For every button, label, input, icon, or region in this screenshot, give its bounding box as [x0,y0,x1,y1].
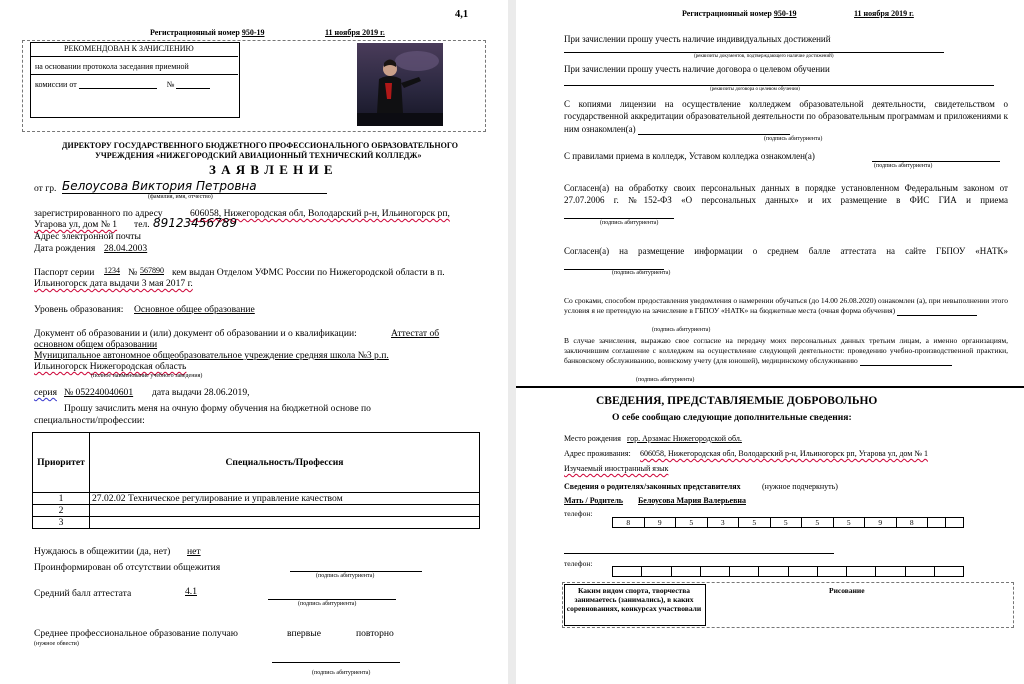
target-field[interactable] [564,85,994,86]
page-number: 4,1 [455,9,469,20]
director-line-2: УЧРЕЖДЕНИЯ «НИЖЕГОРОДСКИЙ АВИАЦИОННЫЙ ТЕХНИЧЕСКИЙ КОЛЛЕДЖ» [95,151,422,160]
specialty-cell[interactable] [90,505,480,517]
address-field[interactable]: 606058, Нижегородская обл, Володарский р-н, Ильиногорск рп, [190,208,450,219]
achievements-text: При зачислении прошу учесть наличие индивидуальных достижений [564,34,831,44]
rules-text: С правилами приема в колледж, Уставом колледжа ознакомлен(а) [564,151,815,161]
person-figure-icon [357,43,443,126]
passport-number-field[interactable]: 567890 [140,266,164,275]
dob-field[interactable]: 28.04.2003 [104,243,148,254]
passport-issued-line-2: Ильиногорск дата выдачи 3 мая 2017 г. [34,278,193,289]
birthplace-field[interactable]: гор. Арзамас Нижегородской обл. [627,434,742,443]
target-text: При зачислении прошу учесть наличие договора о целевом обучении [564,64,830,74]
table-row[interactable]: 1 27.02.02 Техническое регулирование и управление качеством [33,493,480,505]
specialty-cell[interactable]: 27.02.02 Техническое регулирование и управление качеством [90,493,480,505]
rec-number-field[interactable] [176,88,210,89]
section-divider [516,386,1024,388]
edu-doc-field-line-2[interactable]: основном общем образовании [34,339,158,350]
phone-field[interactable]: 89123456789 [153,216,237,230]
third-party-signature-line[interactable] [860,365,952,366]
edu-level-field[interactable]: Основное общее образование [134,304,255,315]
specialty-cell[interactable] [90,517,480,529]
full-name-field[interactable]: Белоусова Виктория Петровна [62,179,327,194]
statement-heading: З А Я В Л Е Н И Е [209,162,334,177]
edu-doc-field[interactable]: Аттестат об [391,328,440,339]
voluntary-title: СВЕДЕНИЯ, ПРЕДСТАВЛЯЕМЫЕ ДОБРОВОЛЬНО [596,395,878,407]
third-party-consent-text: В случае зачисления, выражаю свое согласие на передачу моих персональных данных третьим лицам, а именно организациям, заключившим соглашение с колледжем на осуществление следующей деятельности: проведению учебно-производственной практики, банковскому обслуживанию, воинскому учету (для юношей), медицинскому обслуживанию [564,336,1008,365]
email-label: Адрес электронной почты [34,231,141,242]
parent-role-field[interactable]: Мать / Родитель [564,496,624,505]
dorm-info: Проинформирован об отсутствии общежития [34,562,221,573]
deadline-signature-line[interactable] [897,315,977,316]
parent-2-field[interactable] [564,553,834,554]
gpa-consent-text: Согласен(а) на размещение информации о среднем балле аттестата на сайте ГБПОУ «НАТК» [564,245,1008,270]
spo-first-option[interactable]: впервые [287,628,321,639]
residence-field[interactable]: 606058, Нижегородская обл, Володарский р-н, Ильиногорск рп, Угарова ул, дом № 1 [640,449,928,458]
school-field[interactable]: Муниципальное автономное общеобразовательное учреждение средняя школа №3 р.п. [34,350,389,361]
priority-header: Приоритет [33,433,90,493]
table-row[interactable]: 3 [33,517,480,529]
consent-text: Согласен(а) на обработку своих персональных данных в порядке установленном Федеральным законом от 27.07.2006 г. №152-ФЗ «О персональных данных» и их размещение в ФИС ГИА и приема [564,182,1008,219]
language-label: Изучаемый иностранный язык [564,464,669,473]
spo-repeat-option[interactable]: повторно [356,628,394,639]
sport-question: Каким видом спорта, творчества занимаетесь (занимались), в каких соревнованиях, конкурсах участвовали [566,586,702,613]
applicant-photo [357,43,443,126]
voluntary-subtitle: О себе сообщаю следующие дополнительные сведения: [612,412,852,423]
parents-label: Сведения о родителях/законных представителях [564,482,741,491]
specialty-header: Специальность/Профессия [90,433,480,493]
gpa-field[interactable]: 4.1 [185,586,197,597]
dorm-signature-line[interactable] [290,571,422,572]
dorm-field[interactable]: нет [187,546,201,557]
reg-number-line: Регистрационный номер 950-19 [682,9,797,18]
study-request: Прошу зачислить меня на очную форму обучения на бюджетной основе по [64,403,371,414]
specialty-table [32,432,480,529]
rec-line-3: комиссии от № [35,80,210,89]
license-text: С копиями лицензии на осуществление колледжем образовательной деятельности, свидетельством о государственной аккредитации образовательной деятельности по образовательным программам и приложениями к ним ознакомлен(а) [564,99,1008,134]
doc-number-field[interactable]: № 052240040601 [64,387,134,398]
achievements-field[interactable] [564,52,944,53]
passport-series-field[interactable]: 1234 [104,266,120,275]
parent-2-phone-boxes[interactable] [612,566,964,577]
sport-answer-field[interactable]: Рисование [829,586,865,595]
address-field-line-2[interactable]: Угарова ул, дом № 1 [34,219,118,230]
gpa-signature-line[interactable] [268,599,396,600]
reg-date: 11 ноября 2019 г. [854,9,914,18]
doc-issue-date: дата выдачи 28.06.2019, [152,387,250,398]
rec-date-field[interactable] [79,88,157,89]
school-hint: (полное наименование учебного заведения) [91,373,203,379]
application-page-1: 4,1 Регистрационный номер 950-19 11 ноября 2019 г. РЕКОМЕНДОВАН К ЗАЧИСЛЕНИЮ на основании протокола заседания приемной комиссии от № ДИРЕКТОРУ ГОСУДАРСТВЕННОГО БЮДЖЕТНОГО ПРОФЕССИОНАЛЬНОГО ОБРАЗОВАТЕЛЬНОГО УЧРЕЖДЕНИЯ «НИЖЕГОРОДСКИЙ АВИАЦИОННЫЙ ТЕХНИЧЕСКИЙ КОЛЛЕДЖ» З А Я В Л Е Н И Е от гр. Белоусова Виктория Петровна (фамилия, имя, отчество) зарегистрированного по адресу 606058, Нижегородская обл, Володарский р-н, Ильиногорск рп, Угарова ул, дом № 1 тел. 89123456789 Адрес электронной почты Дата рождения 28.04.2003 Паспорт серии 1234 № 567890 кем выдан Отделом УФМС России по Нижегородской области в п. Ильиногорск дата выдачи 3 мая 2017 г. Уровень образования: Основное общее образование Документ об образовании и (или) документ об образовании и о квалификации: Аттестат об основном общем образовании Муниципальное автономное общеобразовательное учреждение средняя школа №3 р.п. Ильиногорск Нижегородская область (полное наименование учебного заведения) серия № 052240040601 дата выдачи 28.06.2019, Прошу зачислить меня на очную форму обучения на бюджетной основе по специальности/профессии: Приоритет Специальность/Профессия 1 27.02.02 Техническое регулирование и управление качеством 2 3 Нуждаюсь в общежитии (да, нет) нет Проинформирован об отсутствии общежития (подпись абитуриента) Средний балл аттестата 4.1 (подпись абитуриента) Среднее профессиональное образование получаю впервые повторно (нужное обвести) (подпись абитуриента) [0,0,508,684]
deadline-text: Со сроками, способом предоставления уведомления о намерении обучаться (до 14.00 26.08.2020) ознакомлен (а), при невыполнении этого условия я не претендую на зачисление в ГБПОУ «НАТК» на бюджетные места (очная форма обучения) [564,296,1008,315]
reg-date: 11 ноября 2019 г. [325,28,385,37]
reg-number-line: Регистрационный номер 950-19 [150,28,265,37]
parent-name-field[interactable]: Белоусова Мария Валерьевна [638,496,746,505]
full-name-hint: (фамилия, имя, отчество) [148,194,213,200]
application-page-2: Регистрационный номер 950-19 11 ноября 2019 г. При зачислении прошу учесть наличие индивидуальных достижений (реквизиты документов, подтверждающего наличие достижений) При зачислении прошу учесть наличие договора о целевом обучении (реквизиты договора о целевом обучении) С копиями лицензии на осуществление колледжем образовательной деятельности, свидетельством о государственной аккредитации образовательной деятельности по образовательным программам и приложениями к ним ознакомлен(а) (подпись абитуриента) С правилами приема в колледж, Уставом колледжа ознакомлен(а) (подпись абитуриента) Согласен(а) на обработку своих персональных данных в порядке установленном Федеральным законом от 27.07.2006 г. №152-ФЗ «О персональных данных» и их размещение в ФИС ГИА и приема (подпись абитуриента) Согласен(а) на размещение информации о среднем балле аттестата на сайте ГБПОУ «НАТК» (подпись абитуриента) Со сроками, способом предоставления уведомления о намерении обучаться (до 14.00 26.08.2020) ознакомлен (а), при невыполнении этого условия я не претендую на зачисление в ГБПОУ «НАТК» на бюджетные места (очная форма обучения) (подпись абитуриента) В случае зачисления, выражаю свое согласие на передачу моих персональных данных третьим лицам, а именно организациям, заключившим соглашение с колледжем на осуществление следующей деятельности: проведению учебно-производственной практики, банковскому обслуживанию, воинскому учету (для юношей), медицинскому обслуживанию (подпись абитуриента) СВЕДЕНИЯ, ПРЕДСТАВЛЯЕМЫЕ ДОБРОВОЛЬНО О себе сообщаю следующие дополнительные сведения: Место рождения гор. Арзамас Нижегородской обл. Адрес проживания: 606058, Нижегородская обл, Володарский р-н, Ильиногорск рп, Угарова ул, дом № 1 Изучаемый иностранный язык Сведения о родителях/законных представителях (нужное подчеркнуть) Мать / Родитель Белоусова Мария Валерьевна телефон: 8 9 5 3 5 5 5 5 9 8 телефон: Каким видом спорта, творчества занимаетесь (занимались), в каких соревнованиях, конкурсах участвовали Рисование [516,0,1024,684]
director-line-1: ДИРЕКТОРУ ГОСУДАРСТВЕННОГО БЮДЖЕТНОГО ПРОФЕССИОНАЛЬНОГО ОБРАЗОВАТЕЛЬНОГО [62,141,458,150]
rec-line-2: на основании протокола заседания приемной [35,62,189,71]
parent-phone-boxes[interactable]: 8 9 5 3 5 5 5 5 9 8 [612,517,964,528]
table-row[interactable]: 2 [33,505,480,517]
rules-signature-line[interactable] [872,161,1000,162]
rec-title: РЕКОМЕНДОВАН К ЗАЧИСЛЕНИЮ [64,44,194,53]
school-field-line-2[interactable]: Ильиногорск Нижегородская область [34,361,187,372]
spo-signature-line[interactable] [272,662,400,663]
